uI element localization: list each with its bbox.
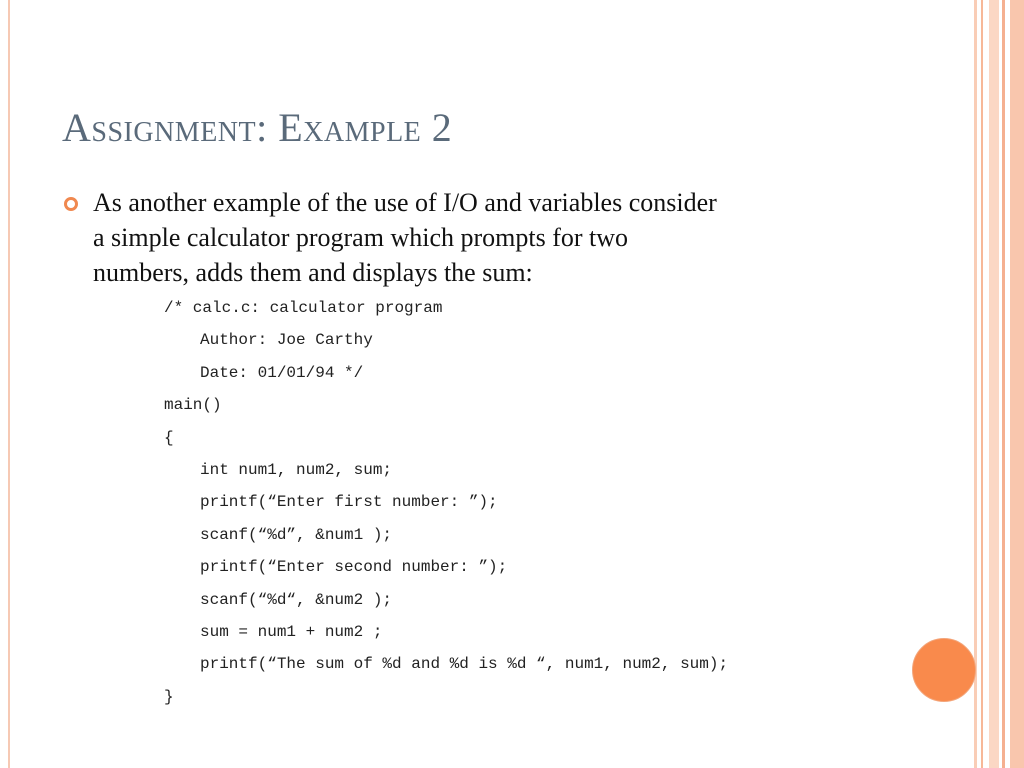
stripe bbox=[1002, 0, 1005, 768]
bullet-line: numbers, adds them and displays the sum: bbox=[93, 258, 533, 287]
code-line: printf(“The sum of %d and %d is %d “, num1, num2, sum); bbox=[200, 655, 729, 674]
code-line: /* calc.c: calculator program bbox=[164, 299, 443, 317]
left-border-line bbox=[8, 0, 10, 768]
code-line: Date: 01/01/94 */ bbox=[200, 363, 364, 382]
stripe bbox=[974, 0, 977, 768]
decorative-orange-circle bbox=[912, 638, 976, 702]
bullet-paragraph bbox=[93, 185, 893, 290]
code-line: int num1, num2, sum; bbox=[200, 461, 393, 480]
code-line: sum = num1 + num2 ; bbox=[200, 623, 383, 642]
slide-title: Assignment: Example 2 bbox=[62, 105, 453, 150]
bullet-line: a simple calculator program which prompts for two bbox=[93, 223, 629, 252]
stripe bbox=[1010, 0, 1024, 768]
stripe bbox=[981, 0, 983, 768]
code-line: printf(“Enter first number: ”); bbox=[200, 493, 498, 512]
code-line: main() bbox=[164, 396, 222, 415]
bullet-line: As another example of the use of I/O and variables consider bbox=[93, 188, 717, 217]
decorative-right-stripes bbox=[974, 0, 1024, 768]
code-listing bbox=[164, 292, 728, 713]
code-line: scanf(“%d“, &num2 ); bbox=[200, 590, 393, 609]
code-line: Author: Joe Carthy bbox=[200, 331, 373, 350]
code-line: scanf(“%d”, &num1 ); bbox=[200, 525, 393, 544]
code-line: { bbox=[164, 428, 174, 447]
code-line: } bbox=[164, 687, 174, 706]
code-line: printf(“Enter second number: ”); bbox=[200, 558, 508, 577]
bullet-ring-icon bbox=[64, 197, 78, 211]
stripe bbox=[989, 0, 999, 768]
